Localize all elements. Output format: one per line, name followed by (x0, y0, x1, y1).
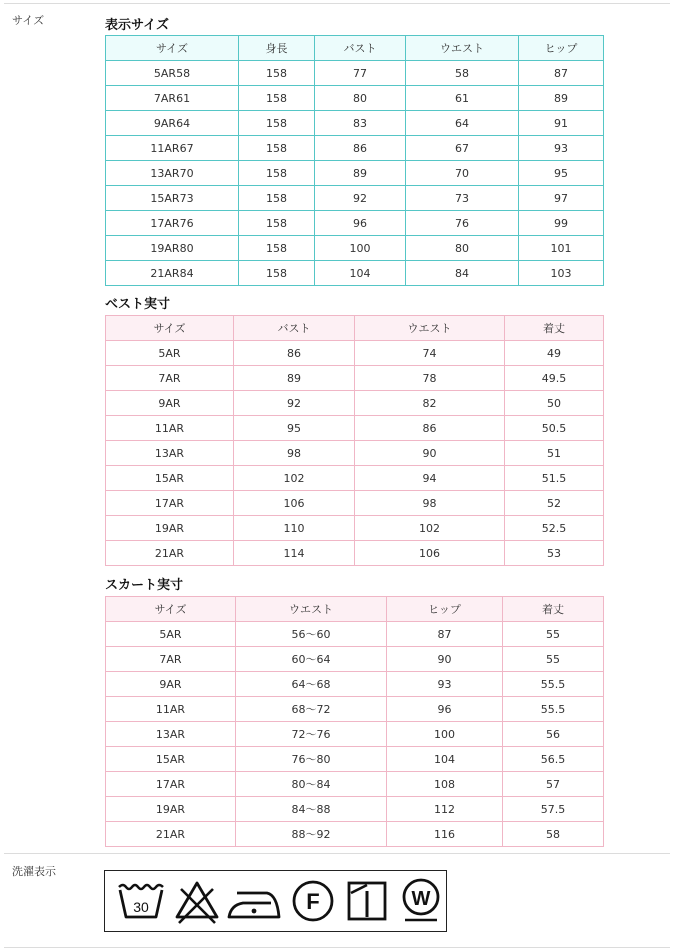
table-cell: 68〜72 (236, 697, 387, 722)
table-cell: 99 (519, 211, 604, 236)
table-cell: 98 (234, 441, 355, 466)
table-cell: 58 (406, 61, 519, 86)
table-cell: 97 (519, 186, 604, 211)
table-row (106, 491, 604, 516)
table-cell: 89 (519, 86, 604, 111)
table-cell: 21AR (106, 541, 234, 566)
table-cell: 158 (239, 86, 315, 111)
table-cell: 49.5 (505, 366, 604, 391)
table-cell: 17AR (106, 491, 234, 516)
table-row (106, 161, 604, 186)
table-cell: 50 (505, 391, 604, 416)
table-cell: 158 (239, 261, 315, 286)
table-cell: 73 (406, 186, 519, 211)
wet-clean-icon (397, 877, 445, 925)
table-cell: 114 (234, 541, 355, 566)
table-row (106, 822, 604, 847)
table-header-row (106, 36, 604, 61)
table-cell: 108 (387, 772, 503, 797)
table-row (106, 622, 604, 647)
table-cell: 110 (234, 516, 355, 541)
table-cell: 158 (239, 186, 315, 211)
table-cell: 58 (503, 822, 604, 847)
table-header-row (106, 597, 604, 622)
svg-text:F: F (306, 889, 320, 914)
table-cell: 53 (505, 541, 604, 566)
table-cell: 15AR (106, 747, 236, 772)
column-header: サイズ (106, 597, 236, 622)
vest-title: ベスト実寸 (105, 297, 171, 312)
table-cell: 19AR (106, 516, 234, 541)
table-cell: 57.5 (503, 797, 604, 822)
table-cell: 158 (239, 111, 315, 136)
table-row (106, 697, 604, 722)
table-cell: 5AR (106, 622, 236, 647)
table-cell: 80 (315, 86, 406, 111)
table-cell: 56.5 (503, 747, 604, 772)
table-cell: 158 (239, 211, 315, 236)
wash-30-icon (115, 877, 167, 925)
table-cell: 93 (387, 672, 503, 697)
table-cell: 158 (239, 61, 315, 86)
table-cell: 112 (387, 797, 503, 822)
table-cell: 55.5 (503, 697, 604, 722)
table-cell: 64 (406, 111, 519, 136)
table-row (106, 341, 604, 366)
table-row (106, 672, 604, 697)
table-row (106, 441, 604, 466)
table-cell: 89 (315, 161, 406, 186)
table-cell: 102 (234, 466, 355, 491)
column-header: 着丈 (503, 597, 604, 622)
table-cell: 55.5 (503, 672, 604, 697)
table-cell: 7AR61 (106, 86, 239, 111)
table-cell: 7AR (106, 647, 236, 672)
table-cell: 116 (387, 822, 503, 847)
table-row (106, 391, 604, 416)
table-cell: 80〜84 (236, 772, 387, 797)
table-cell: 13AR70 (106, 161, 239, 186)
table-cell: 9AR64 (106, 111, 239, 136)
table-cell: 89 (234, 366, 355, 391)
care-label: 洗濯表示 (12, 865, 56, 878)
table-cell: 15AR73 (106, 186, 239, 211)
table-row (106, 86, 604, 111)
table-cell: 21AR (106, 822, 236, 847)
svg-text:W: W (411, 888, 431, 910)
table-cell: 67 (406, 136, 519, 161)
table-cell: 103 (519, 261, 604, 286)
table-cell: 84〜88 (236, 797, 387, 822)
table-cell: 88〜92 (236, 822, 387, 847)
table-cell: 106 (234, 491, 355, 516)
table-row (106, 61, 604, 86)
table-cell: 106 (355, 541, 505, 566)
table-row (106, 541, 604, 566)
table-cell: 13AR (106, 722, 236, 747)
column-header: バスト (234, 316, 355, 341)
table-cell: 100 (315, 236, 406, 261)
table-row (106, 416, 604, 441)
table-cell: 76〜80 (236, 747, 387, 772)
table-header-row (106, 316, 604, 341)
table-row (106, 136, 604, 161)
table-cell: 49 (505, 341, 604, 366)
table-cell: 9AR (106, 391, 234, 416)
table-row (106, 722, 604, 747)
table-row (106, 797, 604, 822)
table-row (106, 747, 604, 772)
column-header: 身長 (239, 36, 315, 61)
table-cell: 80 (406, 236, 519, 261)
table-row (106, 772, 604, 797)
table-cell: 57 (503, 772, 604, 797)
size-label: サイズ (12, 14, 45, 27)
bottom-divider (4, 947, 670, 948)
iron-low-icon (227, 877, 283, 925)
table-cell: 83 (315, 111, 406, 136)
table-cell: 92 (234, 391, 355, 416)
column-header: 着丈 (505, 316, 604, 341)
table-cell: 78 (355, 366, 505, 391)
table-cell: 56〜60 (236, 622, 387, 647)
table-cell: 95 (519, 161, 604, 186)
table-cell: 60〜64 (236, 647, 387, 672)
table-cell: 7AR (106, 366, 234, 391)
table-row (106, 516, 604, 541)
table-cell: 19AR80 (106, 236, 239, 261)
table-cell: 51 (505, 441, 604, 466)
table-cell: 9AR (106, 672, 236, 697)
display-size-title: 表示サイズ (105, 18, 169, 33)
top-divider (4, 3, 670, 4)
table-cell: 11AR (106, 416, 234, 441)
table-cell: 11AR (106, 697, 236, 722)
skirt-table (105, 596, 604, 847)
table-cell: 74 (355, 341, 505, 366)
table-cell: 92 (315, 186, 406, 211)
table-cell: 5AR58 (106, 61, 239, 86)
table-cell: 158 (239, 136, 315, 161)
table-cell: 102 (355, 516, 505, 541)
table-row (106, 211, 604, 236)
table-cell: 64〜68 (236, 672, 387, 697)
vest-table (105, 315, 604, 566)
table-cell: 50.5 (505, 416, 604, 441)
care-symbols-box (104, 870, 447, 932)
svg-text:30: 30 (133, 899, 149, 915)
table-row (106, 366, 604, 391)
column-header: ウエスト (406, 36, 519, 61)
table-cell: 158 (239, 161, 315, 186)
table-cell: 55 (503, 647, 604, 672)
table-cell: 90 (387, 647, 503, 672)
skirt-title: スカート実寸 (105, 578, 184, 593)
table-cell: 55 (503, 622, 604, 647)
column-header: ヒップ (519, 36, 604, 61)
table-cell: 100 (387, 722, 503, 747)
table-cell: 87 (519, 61, 604, 86)
table-cell: 86 (315, 136, 406, 161)
display-size-table (105, 35, 604, 286)
table-row (106, 111, 604, 136)
table-cell: 76 (406, 211, 519, 236)
table-cell: 11AR67 (106, 136, 239, 161)
table-cell: 77 (315, 61, 406, 86)
table-cell: 5AR (106, 341, 234, 366)
table-cell: 104 (315, 261, 406, 286)
table-cell: 52.5 (505, 516, 604, 541)
table-row (106, 186, 604, 211)
table-cell: 91 (519, 111, 604, 136)
table-cell: 61 (406, 86, 519, 111)
table-cell: 90 (355, 441, 505, 466)
table-row (106, 261, 604, 286)
table-cell: 94 (355, 466, 505, 491)
column-header: ウエスト (236, 597, 387, 622)
table-row (106, 466, 604, 491)
table-cell: 86 (234, 341, 355, 366)
table-cell: 13AR (106, 441, 234, 466)
column-header: サイズ (106, 36, 239, 61)
table-cell: 70 (406, 161, 519, 186)
table-cell: 51.5 (505, 466, 604, 491)
table-cell: 101 (519, 236, 604, 261)
table-cell: 86 (355, 416, 505, 441)
table-cell: 87 (387, 622, 503, 647)
table-cell: 104 (387, 747, 503, 772)
table-cell: 72〜76 (236, 722, 387, 747)
table-cell: 96 (387, 697, 503, 722)
table-cell: 19AR (106, 797, 236, 822)
table-cell: 17AR (106, 772, 236, 797)
table-cell: 21AR84 (106, 261, 239, 286)
column-header: ヒップ (387, 597, 503, 622)
table-cell: 93 (519, 136, 604, 161)
table-cell: 98 (355, 491, 505, 516)
no-bleach-icon (173, 877, 221, 925)
table-cell: 158 (239, 236, 315, 261)
table-cell: 56 (503, 722, 604, 747)
column-header: サイズ (106, 316, 234, 341)
table-cell: 52 (505, 491, 604, 516)
line-dry-icon (343, 877, 391, 925)
table-cell: 95 (234, 416, 355, 441)
table-cell: 17AR76 (106, 211, 239, 236)
table-row (106, 236, 604, 261)
middle-divider (4, 853, 670, 854)
table-cell: 15AR (106, 466, 234, 491)
table-cell: 96 (315, 211, 406, 236)
table-cell: 84 (406, 261, 519, 286)
table-row (106, 647, 604, 672)
column-header: ウエスト (355, 316, 505, 341)
table-cell: 82 (355, 391, 505, 416)
dry-clean-f-icon (289, 877, 337, 925)
column-header: バスト (315, 36, 406, 61)
